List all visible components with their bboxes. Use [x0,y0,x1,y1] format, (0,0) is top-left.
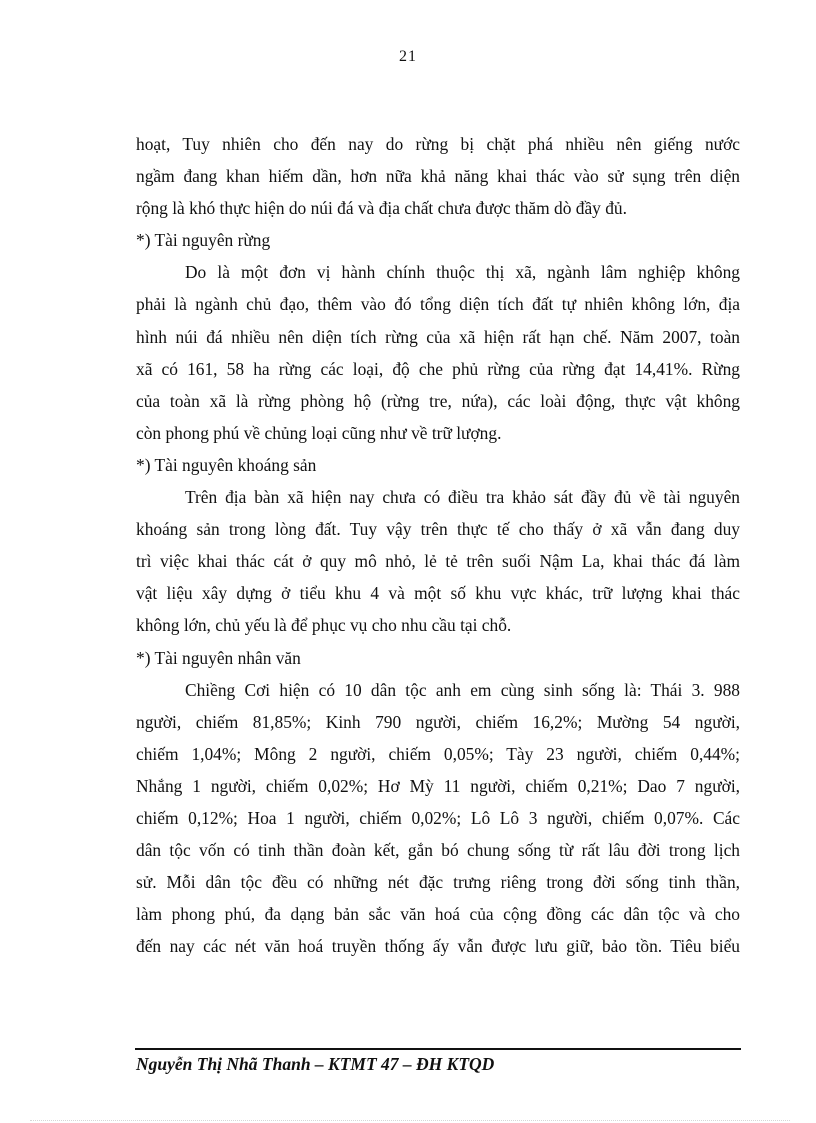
text-line: của toàn xã là rừng phòng hộ (rừng tre, nứa), các loài động, thực vật không [136,390,740,411]
text-line: chiếm 1,04%; Mông 2 người, chiếm 0,05%; Tày 23 người, chiếm 0,44%; [136,743,740,764]
text-line: làm phong phú, đa dạng bản sắc văn hoá của cộng đồng các dân tộc và cho [136,904,740,925]
text-line: chiếm 0,12%; Hoa 1 người, chiếm 0,02%; Lô Lô 3 người, chiếm 0,07%. Các [136,807,740,828]
text-line: không lớn, chủ yếu là để phục vụ cho nhu cầu tại chỗ. [136,615,512,636]
text-line: Trên địa bàn xã hiện nay chưa có điều tra khảo sát đầy đủ về tài nguyên [185,487,740,508]
page-edge-divider [30,1120,790,1121]
text-line: sử. Mỗi dân tộc đều có những nét đặc trưng riêng trong đời sống tinh thần, [136,872,740,893]
text-line: trì việc khai thác cát ở quy mô nhỏ, lẻ tẻ trên suối Nậm La, khai thác đá làm [136,551,740,572]
body-text [136,128,740,962]
text-line: hoạt, Tuy nhiên cho đến nay do rừng bị chặt phá nhiều nên giếng nước [136,134,740,154]
text-line: Chiềng Cơi hiện có 10 dân tộc anh em cùng sinh sống là: Thái 3. 988 [185,679,740,700]
text-line: rộng là khó thực hiện do núi đá và địa chất chưa được thăm dò đầy đủ. [136,198,627,219]
text-line: ngầm đang khan hiếm dần, hơn nữa khả năng khai thác vào sử sụng trên diện [136,166,740,187]
text-line: người, chiếm 81,85%; Kinh 790 người, chiếm 16,2%; Mường 54 người, [136,711,740,732]
text-line: đến nay các nét văn hoá truyền thống ấy vẫn được lưu giữ, bảo tồn. Tiêu biểu [136,936,740,957]
text-line: phải là ngành chủ đạo, thêm vào đó tổng diện tích đất tự nhiên không lớn, địa [136,294,740,315]
text-line: xã có 161, 58 ha rừng các loại, độ che phủ rừng của rừng đạt 14,41%. Rừng [136,358,740,379]
section-heading-minerals: *) Tài nguyên khoáng sản [136,454,317,475]
text-line: còn phong phú về chủng loại cũng như về trữ lượng. [136,422,502,443]
text-line: Do là một đơn vị hành chính thuộc thị xã, ngành lâm nghiệp không [185,262,740,283]
text-line: Nhắng 1 người, chiếm 0,02%; Hơ Mỳ 11 người, chiếm 0,21%; Dao 7 người, [136,775,740,796]
section-heading-forest: *) Tài nguyên rừng [136,230,271,251]
footer-author: Nguyễn Thị Nhã Thanh – KTMT 47 – ĐH KTQD [136,1054,495,1074]
text-line: khoáng sản trong lòng đất. Tuy vậy trên thực tế cho thấy ở xã vẫn đang duy [136,519,740,540]
section-heading-humanities: *) Tài nguyên nhân văn [136,647,301,668]
footer-divider [135,1048,741,1050]
text-line: vật liệu xây dựng ở tiểu khu 4 và một số khu vực khác, trữ lượng khai thác [136,583,740,604]
text-line: dân tộc vốn có tinh thần đoàn kết, gắn bó chung sống từ rất lâu đời trong lịch [136,840,740,861]
text-line: hình núi đá nhiều nên diện tích rừng của xã hiện rất hạn chế. Năm 2007, toàn [136,326,740,347]
page-number: 21 [399,48,417,65]
